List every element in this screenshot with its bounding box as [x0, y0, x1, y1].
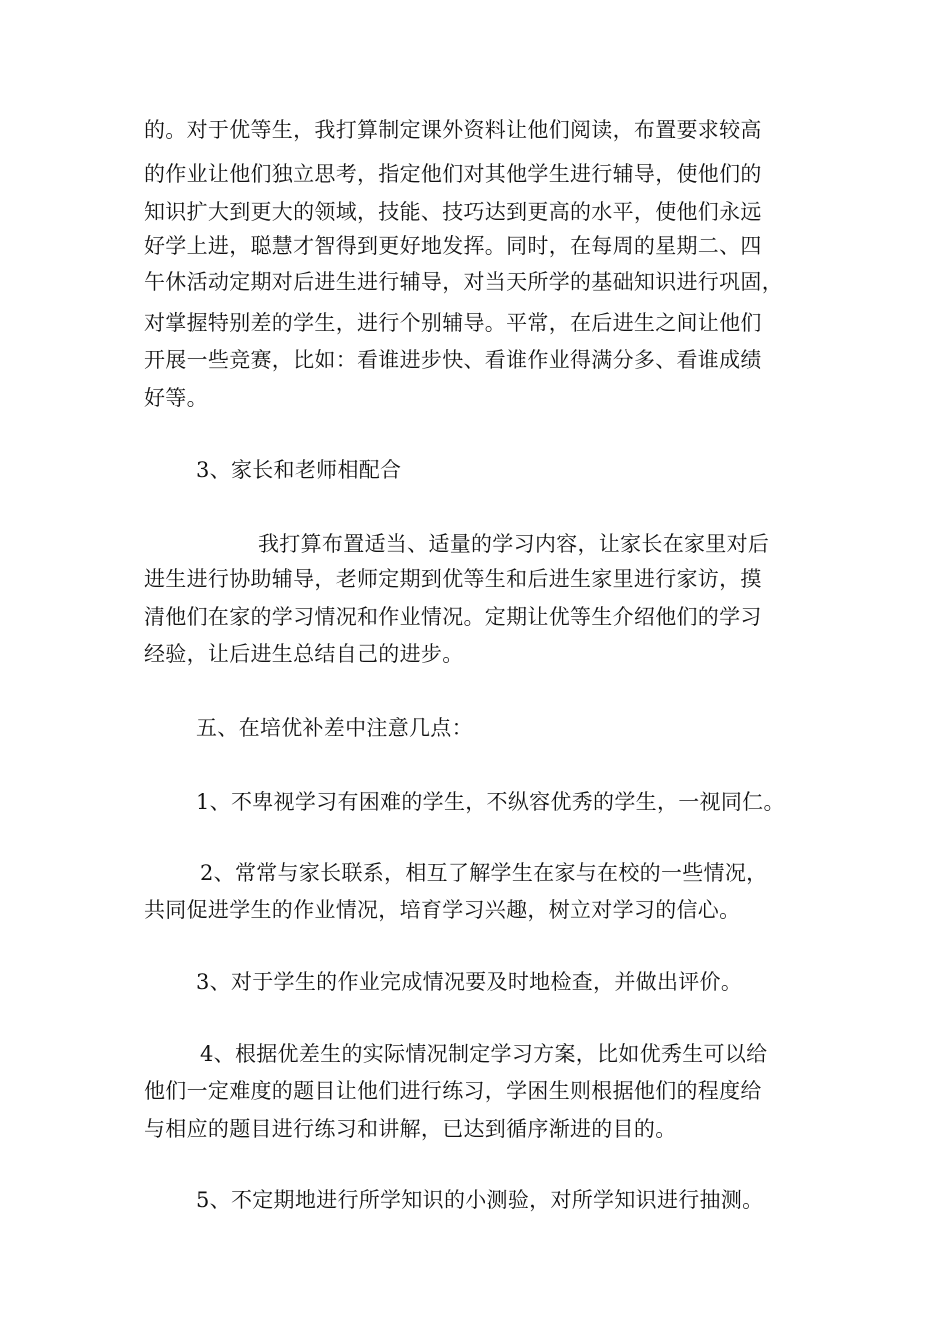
text-line: 4、根据优差生的实际情况制定学习方案，比如优秀生可以给: [200, 1042, 768, 1066]
list-item: 1、不卑视学习有困难的学生，不纵容优秀的学生，一视同仁。: [196, 790, 785, 814]
text-line: 他们一定难度的题目让他们进行练习，学困生则根据他们的程度给: [144, 1079, 762, 1103]
text-line: 好学上进，聪慧才智得到更好地发挥。同时，在每周的星期二、四: [144, 234, 762, 258]
text-line: 2、常常与家长联系，相互了解学生在家与在校的一些情况，: [200, 861, 768, 885]
text-line: 清他们在家的学习情况和作业情况。定期让优等生介绍他们的学习: [144, 605, 762, 629]
text-line: 开展一些竞赛，比如：看谁进步快、看谁作业得满分多、看谁成绩: [144, 348, 762, 372]
text-line: 的。对于优等生，我打算制定课外资料让他们阅读，布置要求较高: [144, 118, 762, 142]
text-line: 的作业让他们独立思考，指定他们对其他学生进行辅导，使他们的: [144, 162, 762, 186]
text-line: 与相应的题目进行练习和讲解，已达到循序渐进的目的。: [144, 1117, 677, 1141]
list-item: 3、对于学生的作业完成情况要及时地检查，并做出评价。: [196, 970, 743, 994]
text-line: 进生进行协助辅导，老师定期到优等生和后进生家里进行家访，摸: [144, 567, 762, 591]
text-line: 午休活动定期对后进生进行辅导，对当天所学的基础知识进行巩固，: [144, 270, 783, 294]
text-line: 知识扩大到更大的领域，技能、技巧达到更高的水平，使他们永远: [144, 200, 762, 224]
section-heading: 五、在培优补差中注意几点：: [196, 716, 473, 740]
text-line: 好等。: [144, 386, 208, 410]
text-line: 对掌握特别差的学生，进行个别辅导。平常，在后进生之间让他们: [144, 311, 762, 335]
text-line: 共同促进学生的作业情况，培育学习兴趣，树立对学习的信心。: [144, 898, 741, 922]
section-heading: 3、家长和老师相配合: [196, 458, 402, 482]
text-line: 经验，让后进生总结自己的进步。: [144, 642, 464, 666]
list-item: 5、不定期地进行所学知识的小测验，对所学知识进行抽测。: [196, 1188, 764, 1212]
text-line: 我打算布置适当、适量的学习内容，让家长在家里对后: [258, 532, 770, 556]
